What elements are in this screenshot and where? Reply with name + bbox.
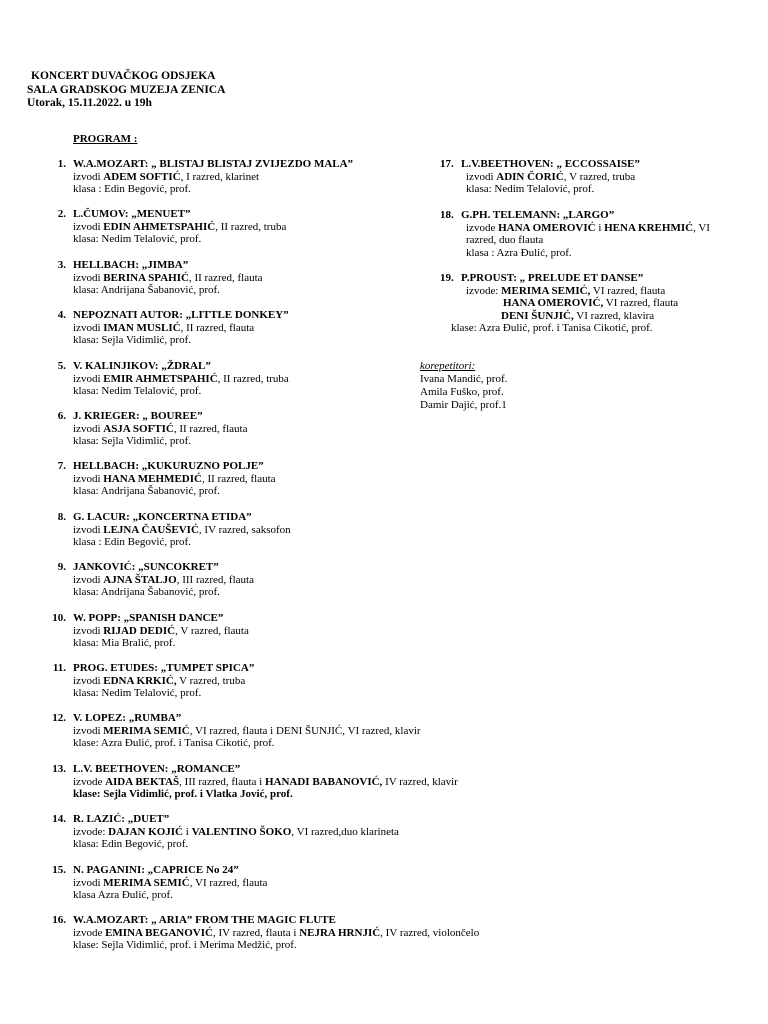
korepetitori-title: korepetitori: (420, 360, 476, 372)
item-title: L.V. BEETHOVEN: „ROMANCE” (73, 763, 241, 775)
item-performer: izvodi ADEM SOFTIĆ, I razred, klarinet (73, 170, 260, 183)
item-title: JANKOVIĆ: „SUNCOKRET” (73, 561, 219, 573)
item-klasa: klase: Azra Đulić, prof. i Tanisa Cikotić, prof. (451, 322, 653, 335)
item-performer: izvode HANA OMEROVIĆ i HENA KREHMIĆ, VI (466, 221, 710, 234)
item-number: 12. (52, 712, 66, 724)
item-klasa: klasa Azra Đulić, prof. (73, 889, 173, 902)
item-performer: izvodi EDIN AHMETSPAHIĆ, II razred, truba (73, 220, 287, 233)
item-performer: izvodi RIJAD DEDIĆ, V razred, flauta (73, 624, 249, 637)
item-performer: izvodi EDNA KRKIĆ, V razred, truba (73, 674, 246, 687)
item-title: W.A.MOZART: „ ARIA” FROM THE MAGIC FLUTE (73, 914, 336, 926)
item-performer: izvodi IMAN MUSLIĆ, II razred, flauta (73, 321, 255, 334)
item-title: HELLBACH: „JIMBA” (73, 259, 189, 271)
item-klasa: klasa: Mia Bralić, prof. (73, 637, 176, 650)
item-number: 11. (52, 662, 66, 674)
item-performer: izvodi EMIR AHMETSPAHIĆ, II razred, truba (73, 372, 289, 385)
item-number: 6. (57, 410, 66, 422)
item-klasa: klasa: Andrijana Šabanović, prof. (73, 485, 220, 498)
item-klasa: klasa : Azra Đulić, prof. (466, 246, 572, 259)
item-klasa: klasa : Edin Begović, prof. (73, 183, 191, 196)
item-title: W.A.MOZART: „ BLISTAJ BLISTAJ ZVIJEZDO MALA” (73, 158, 354, 170)
item-title: HELLBACH: „KUKURUZNO POLJE” (73, 460, 264, 472)
item-performer: izvode AIDA BEKTAŠ, III razred, flauta i HANADI BABANOVIĆ, IV razred, klavir (73, 775, 458, 788)
item-performer-2: HANA OMEROVIĆ, VI razred, flauta (503, 297, 679, 310)
program-title: PROGRAM : (73, 133, 138, 145)
item-klasa: klasa: Nedim Telalović, prof. (73, 687, 202, 700)
item-klasa: klase: Azra Đulić, prof. i Tanisa Cikotić, prof. (73, 737, 275, 750)
korepetitori-block (420, 360, 507, 412)
item-title: L.ČUMOV: „MENUET” (73, 208, 191, 220)
item-klasa: klasa : Edin Begović, prof. (73, 536, 191, 549)
item-performer-cont: razred, duo flauta (466, 234, 544, 247)
item-performer: izvodi LEJNA ČAUŠEVIĆ, IV razred, saksofon (73, 523, 291, 536)
item-number: 10. (52, 612, 66, 624)
item-performer: izvodi ADIN ČORIĆ, V razred, truba (466, 170, 636, 183)
item-number: 3. (57, 259, 66, 271)
item-klasa: klasa: Edin Begović, prof. (73, 838, 189, 851)
item-performer: izvodi MERIMA SEMIĆ, VI razred, flauta i DENI ŠUNJIĆ, VI razred, klavir (73, 724, 421, 737)
item-number: 1. (57, 158, 66, 170)
korepetitor-name: Ivana Mandić, prof. (420, 373, 508, 385)
item-title: L.V.BEETHOVEN: „ ECCOSSAISE” (461, 158, 640, 170)
item-title: NEPOZNATI AUTOR: „LITTLE DONKEY” (73, 309, 289, 321)
item-performer: izvode: DAJAN KOJIĆ i VALENTINO ŠOKO, VI razred,duo klarineta (73, 825, 399, 838)
item-number: 7. (57, 460, 66, 472)
header-line-2: SALA GRADSKOG MUZEJA ZENICA (27, 83, 226, 96)
item-number: 4. (57, 309, 66, 321)
item-performer: izvodi BERINA SPAHIĆ, II razred, flauta (73, 271, 263, 284)
item-number: 8. (57, 511, 66, 523)
item-title: G.PH. TELEMANN: „LARGO” (461, 209, 615, 221)
item-klasa: klasa: Nedim Telalović, prof. (466, 183, 595, 196)
korepetitor-name: Amila Fuško, prof. (420, 386, 504, 398)
item-klasa: klase: Sejla Vidimlić, prof. i Merima Medžić, prof. (73, 939, 297, 952)
item-title: W. POPP: „SPANISH DANCE” (73, 612, 224, 624)
item-klasa: klase: Sejla Vidimlić, prof. i Vlatka Jović, prof. (73, 788, 293, 801)
item-number: 2. (57, 208, 66, 220)
item-title: V. KALINJIKOV: „ŽDRAL” (73, 360, 211, 372)
item-klasa: klasa: Andrijana Šabanović, prof. (73, 586, 220, 599)
item-number: 18. (440, 209, 454, 221)
item-klasa: klasa: Sejla Vidimlić, prof. (73, 435, 191, 448)
item-performer: izvode EMINA BEGANOVIĆ, IV razred, flauta i NEJRA HRNJIĆ, IV razred, violončelo (73, 926, 480, 939)
item-title: R. LAZIĆ: „DUET” (73, 813, 170, 825)
item-performer: izvodi ASJA SOFTIĆ, II razred, flauta (73, 422, 248, 435)
concert-header (27, 70, 225, 111)
item-number: 13. (52, 763, 66, 775)
item-klasa: klasa: Nedim Telalović, prof. (73, 385, 202, 398)
item-performer: izvodi MERIMA SEMIĆ, VI razred, flauta (73, 876, 268, 889)
item-title: PROG. ETUDES: „TUMPET SPICA” (73, 662, 255, 674)
item-number: 19. (440, 272, 454, 284)
item-title: G. LACUR: „KONCERTNA ETIDA” (73, 511, 252, 523)
item-title: J. KRIEGER: „ BOUREE” (73, 410, 203, 422)
item-klasa: klasa: Nedim Telalović, prof. (73, 233, 202, 246)
item-klasa: klasa: Andrijana Šabanović, prof. (73, 284, 220, 297)
item-performer: izvode: MERIMA SEMIĆ, VI razred, flauta (466, 284, 666, 297)
item-performer-3: DENI ŠUNJIĆ, VI razred, klavira (501, 309, 655, 322)
item-title: N. PAGANINI: „CAPRICE No 24” (73, 864, 239, 876)
item-performer: izvodi HANA MEHMEDIĆ, II razred, flauta (73, 472, 276, 485)
item-performer: izvodi AJNA ŠTALJO, III razred, flauta (73, 573, 254, 586)
item-number: 16. (52, 914, 66, 926)
item-number: 14. (52, 813, 66, 825)
item-number: 17. (440, 158, 454, 170)
item-number: 5. (57, 360, 66, 372)
item-number: 9. (57, 561, 66, 573)
header-line-1: KONCERT DUVAČKOG ODSJEKA (31, 70, 216, 82)
item-title: V. LOPEZ: „RUMBA” (73, 712, 182, 724)
item-klasa: klasa: Sejla Vidimlić, prof. (73, 334, 191, 347)
item-title: P.PROUST: „ PRELUDE ET DANSE” (461, 272, 644, 284)
item-number: 15. (52, 864, 66, 876)
header-line-3: Utorak, 15.11.2022. u 19h (27, 97, 152, 109)
korepetitor-name: Damir Dajić, prof.1 (420, 399, 507, 411)
